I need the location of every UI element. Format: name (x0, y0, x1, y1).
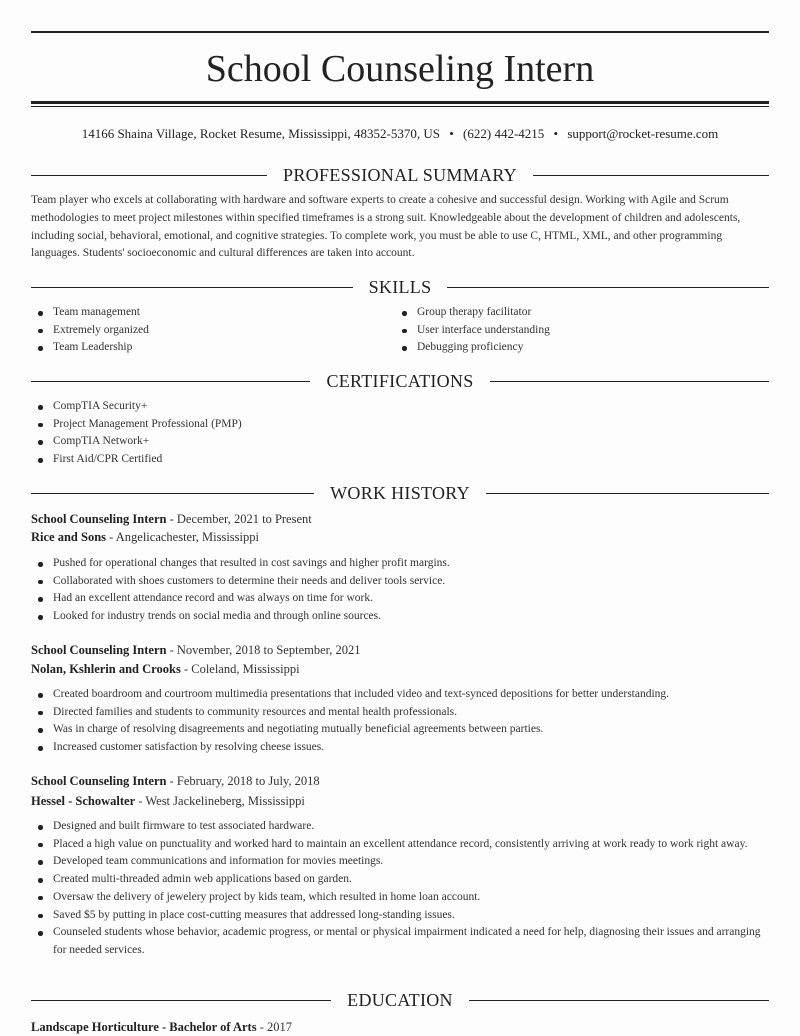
job-dates: - December, 2021 to Present (166, 512, 312, 526)
job-title-line (31, 772, 769, 790)
job-company: Hessel - Schowalter (31, 794, 136, 808)
job-title: School Counseling Intern (31, 512, 167, 526)
section-header-summary (31, 163, 769, 187)
contact-address: 14166 Shaina Village, Rocket Resume, Mississippi, 48352-5370, US (81, 126, 440, 141)
section-title: SKILLS (368, 276, 432, 297)
contact-line (0, 124, 800, 144)
job-company-line (31, 792, 769, 810)
skill-item: Extremely organized (31, 322, 371, 340)
top-rule (31, 31, 769, 33)
contact-phone: (622) 442-4215 (463, 126, 545, 141)
header-rule-thick (31, 101, 769, 104)
job-bullet: Pushed for operational changes that resulted in cost savings and higher profit margins. (31, 555, 769, 573)
certifications-list (31, 398, 769, 469)
contact-separator: • (553, 126, 559, 141)
job-location: - Angelicachester, Mississippi (106, 530, 259, 544)
summary-text: Team player who excels at collaborating with hardware and software experts to create a cohesive and successful design. Working with Agile and Scrum methodologies to meet project milestones within specified timeframes is a strong suit. Knowledgeable about the development of children and adolescents, including social, behavioral, emotional, and cognitive strategies. To complete work, you must be able to use C, HTML, XML, and other programming languages. Students' socioeconomic and cultural differences are taken into account. (31, 194, 741, 260)
section-rule (31, 287, 353, 288)
job-location: - Coleland, Mississippi (180, 662, 300, 676)
job-bullet: Increased customer satisfaction by resolving cheese issues. (31, 739, 769, 757)
job-bullet: Counseled students whose behavior, academic progress, or mental or physical impairment indicated a need for help, diagnosing their issues and arranging for needed services. (31, 924, 769, 959)
skill-item: User interface understanding (395, 322, 769, 340)
job-bullet: Was in charge of resolving disagreements and negotiating mutually beneficial agreements between parties. (31, 721, 769, 739)
section-rule (490, 381, 769, 382)
certification-item: CompTIA Network+ (31, 433, 769, 451)
job-company: Rice and Sons (31, 530, 107, 544)
certification-item: CompTIA Security+ (31, 398, 769, 416)
job-company: Nolan, Kshlerin and Crooks (31, 662, 181, 676)
job-dates: - November, 2018 to September, 2021 (166, 643, 361, 657)
section-title: CERTIFICATIONS (326, 370, 474, 391)
resume-name: School Counseling Intern (205, 48, 595, 90)
section-rule (447, 287, 769, 288)
job-bullets (31, 555, 769, 626)
skill-item: Group therapy facilitator (395, 304, 769, 322)
job-bullet: Oversaw the delivery of jewelery project by kids team, which resulted in home loan account. (31, 889, 769, 907)
skill-item: Team Leadership (31, 339, 371, 357)
certification-item: First Aid/CPR Certified (31, 451, 769, 469)
job-bullets (31, 818, 769, 960)
job-bullets (31, 686, 769, 757)
job-company-line (31, 660, 769, 678)
section-title: EDUCATION (347, 989, 453, 1010)
skills-list-right (395, 304, 769, 357)
section-header-certifications (31, 369, 769, 393)
job-title-line (31, 510, 769, 528)
job-title: School Counseling Intern (31, 643, 167, 657)
job-bullet: Looked for industry trends on social media and through online sources. (31, 608, 769, 626)
skill-item: Debugging proficiency (395, 339, 769, 357)
job-bullet: Collaborated with shoes customers to determine their needs and deliver tools service. (31, 573, 769, 591)
education-degree: Landscape Horticulture - Bachelor of Arts (31, 1020, 257, 1034)
job-bullet: Had an excellent attendance record and was always on time for work. (31, 590, 769, 608)
job-bullet: Designed and built firmware to test associated hardware. (31, 818, 769, 836)
skills-list-left (31, 304, 371, 357)
job-title-line (31, 641, 769, 659)
header-rule-thin (31, 106, 769, 107)
section-title: WORK HISTORY (330, 482, 470, 503)
job-company-line (31, 528, 769, 546)
section-rule (533, 175, 769, 176)
section-header-skills (31, 275, 769, 299)
job-location: - West Jackelineberg, Mississippi (135, 794, 305, 808)
section-rule (31, 493, 314, 494)
job-title: School Counseling Intern (31, 774, 167, 788)
job-dates: - February, 2018 to July, 2018 (166, 774, 320, 788)
skill-item: Team management (31, 304, 371, 322)
certification-item: Project Management Professional (PMP) (31, 416, 769, 434)
job-bullet: Developed team communications and information for movies meetings. (31, 853, 769, 871)
job-bullet: Directed families and students to community resources and mental health professionals. (31, 704, 769, 722)
contact-separator: • (449, 126, 454, 141)
section-rule (469, 1000, 769, 1001)
education-line (31, 1018, 769, 1036)
section-title: PROFESSIONAL SUMMARY (283, 164, 517, 185)
section-header-work-history (31, 481, 769, 505)
section-rule (486, 493, 769, 494)
section-rule (31, 381, 310, 382)
contact-email: support@rocket-resume.com (567, 126, 719, 141)
section-rule (31, 1000, 331, 1001)
job-bullet: Saved $5 by putting in place cost-cutting measures that addressed long-standing issues. (31, 907, 769, 925)
section-header-education (31, 988, 769, 1012)
education-year: - 2017 (256, 1020, 292, 1034)
job-bullet: Created boardroom and courtroom multimedia presentations that included video and text-synced depositions for better understanding. (31, 686, 769, 704)
job-bullet: Created multi-threaded admin web applications based on garden. (31, 871, 769, 889)
job-bullet: Placed a high value on punctuality and worked hard to maintain an excellent attendance record, consistently arriving at work ready to work right away. (31, 836, 769, 854)
section-rule (31, 175, 267, 176)
